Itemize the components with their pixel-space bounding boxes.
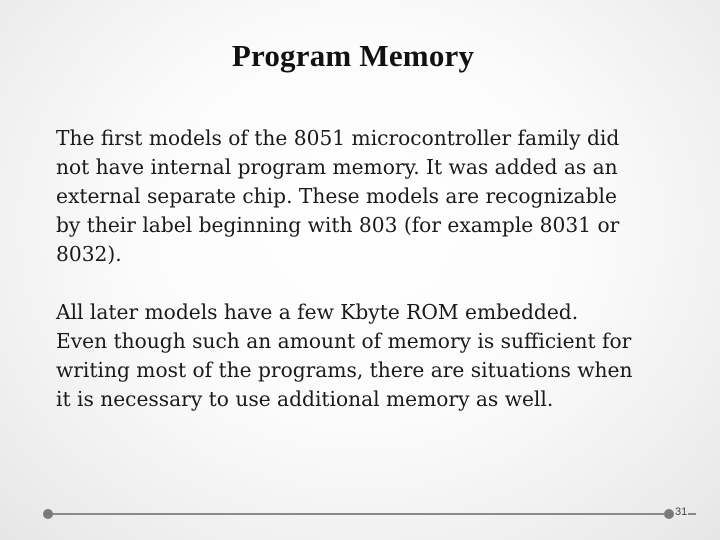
slide-title: Program Memory — [231, 38, 475, 73]
paragraph-2: All later models have a few Kbyte ROM embedded. Even though such an amount of memory is sufficient for writing most of the programs, there are situations when it is necessary to use additional memory as well. — [56, 300, 633, 411]
footer-divider-left — [50, 513, 664, 515]
slide-body — [56, 124, 666, 414]
paragraph-1: The first models of the 8051 microcontroller family did not have internal program memory. It was added as an external separate chip. These models are recognizable by their label beginning with 803 (for example 8031 or 8032). — [56, 126, 620, 266]
footer-dot-right-icon — [664, 509, 674, 519]
footer-dot-left-icon — [43, 509, 53, 519]
page-number: 31 — [675, 506, 688, 518]
footer-divider-right — [688, 513, 696, 515]
